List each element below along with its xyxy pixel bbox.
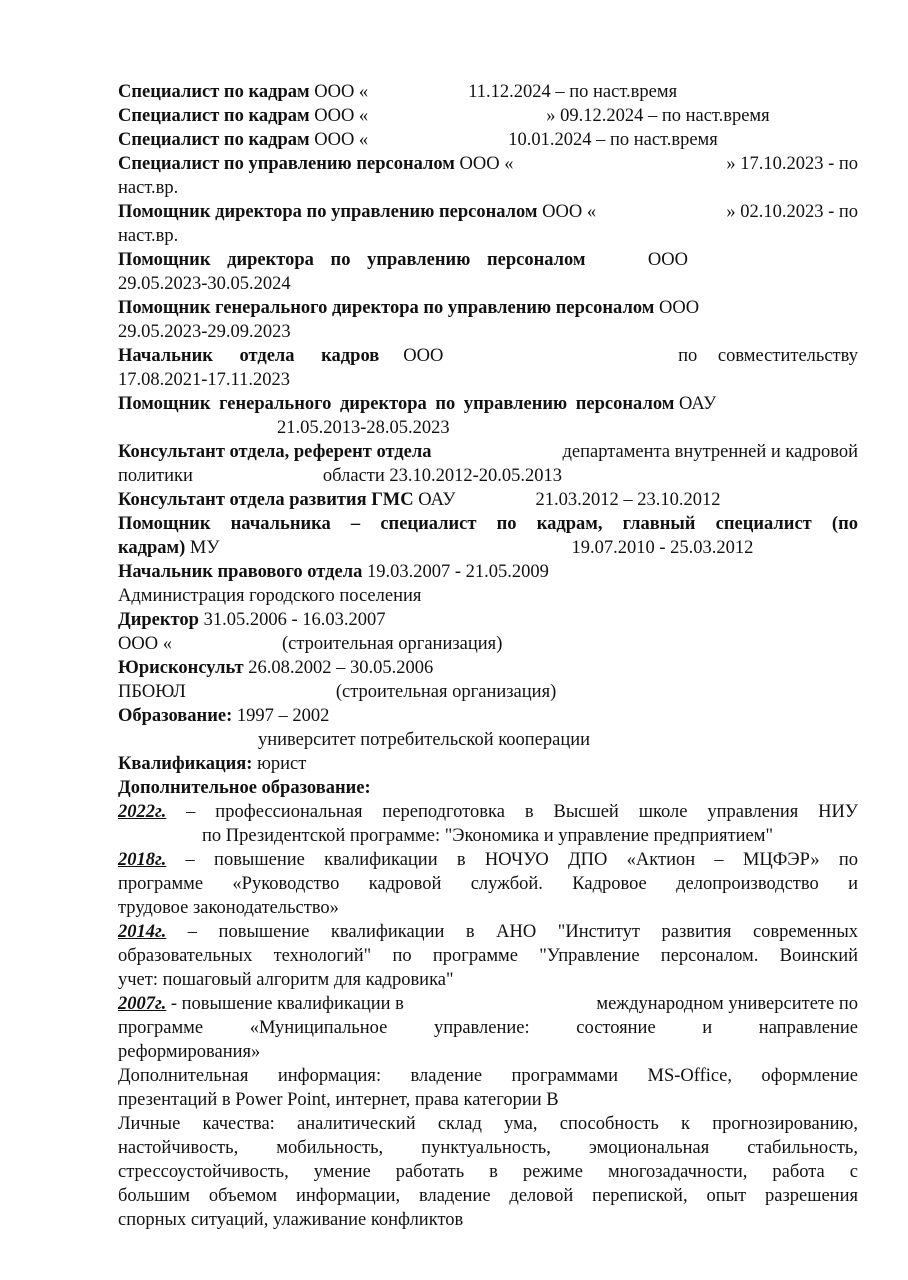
- job-entry: [118, 248, 688, 272]
- course-text-cont: учет: пошаговый алгоритм для кадровика": [118, 970, 454, 990]
- course-text-cont: программе «Руководство кадровой службой. Кадровое делопроизводство и: [118, 874, 858, 894]
- job-dates: 21.05.2013-28.05.2023: [277, 418, 450, 438]
- job-title: Помощник директора по управлению персоналом: [118, 202, 538, 222]
- job-entry: [118, 104, 858, 128]
- job-org: ОАУ: [418, 490, 456, 510]
- course-text-cont: программе «Муниципальное управление: состояние и направление: [118, 1018, 858, 1038]
- job-title: Специалист по кадрам: [118, 82, 310, 102]
- job-title: Специалист по управлению персоналом: [118, 154, 455, 174]
- additional-education-label: Дополнительное образование:: [118, 778, 371, 798]
- course-year: 2014г.: [118, 922, 167, 942]
- additional-info-cont: презентаций в Power Point, интернет, права категории В: [118, 1090, 559, 1110]
- job-title: Специалист по кадрам: [118, 130, 310, 150]
- job-org: ООО: [403, 346, 444, 366]
- job-dates: 11.12.2024 – по наст.время: [468, 82, 678, 102]
- additional-info: Дополнительная информация: владение программами MS-Office, оформление: [118, 1066, 858, 1086]
- job-org-line: [118, 680, 858, 704]
- additional-education-item: [118, 800, 858, 824]
- job-org-type: (строительная организация): [281, 634, 503, 654]
- job-org: ООО «: [314, 106, 369, 126]
- education-label: Образование:: [118, 706, 233, 726]
- personal-qualities: Личные качества: аналитический склад ума, способность к прогнозированию,: [118, 1114, 858, 1134]
- additional-education-heading: [118, 776, 858, 800]
- job-note: по совместительству: [678, 346, 858, 366]
- course-text-cont: реформирования»: [118, 1042, 261, 1062]
- job-org-type: (строительная организация): [335, 682, 557, 702]
- job-dates: » 02.10.2023 - по: [726, 202, 858, 222]
- job-dates: 19.07.2010 - 25.03.2012: [571, 538, 754, 558]
- course-text: - повышение квалификации в: [170, 994, 404, 1014]
- job-dates: 26.08.2002 – 30.05.2006: [248, 658, 434, 678]
- additional-education-item: [118, 992, 858, 1016]
- job-org: ООО «: [542, 202, 597, 222]
- job-org-cont: политики: [118, 466, 193, 486]
- qualification-label: Квалификация:: [118, 754, 253, 774]
- job-entry: [118, 488, 858, 512]
- job-org-line: [118, 632, 858, 656]
- job-dates: 10.01.2024 – по наст.время: [508, 130, 718, 150]
- job-dates: 29.05.2023-29.09.2023: [118, 322, 291, 342]
- job-entry-cont: [118, 464, 858, 488]
- job-entry: [118, 80, 858, 104]
- job-entry: [118, 344, 858, 368]
- job-dates: 21.03.2012 – 23.10.2012: [535, 490, 721, 510]
- qualification-value: юрист: [257, 754, 307, 774]
- job-entry: [118, 560, 858, 584]
- job-dates: » 09.12.2024 – по наст.время: [546, 106, 770, 126]
- job-entry: [118, 296, 858, 320]
- job-org: ООО: [658, 298, 700, 318]
- job-org-region: области: [322, 466, 385, 486]
- job-org: ООО «: [118, 634, 172, 654]
- job-entry: [118, 152, 858, 176]
- job-org: ПБОЮЛ: [118, 682, 186, 702]
- job-title: Помощник директора по управлению персоналом: [118, 250, 586, 270]
- course-text: – повышение квалификации в НОЧУО ДПО «Актион – МЦФЭР» по: [185, 850, 859, 870]
- job-title: Юрисконсульт: [118, 658, 244, 678]
- course-text: – профессиональная переподготовка в Высшей школе управления НИУ: [186, 802, 858, 822]
- job-title: Помощник начальника – специалист по кадрам, главный специалист (по: [118, 514, 858, 534]
- job-dates-cont: наст.вр.: [118, 226, 179, 246]
- course-year: 2018г.: [118, 850, 167, 870]
- job-dates: 19.03.2007 - 21.05.2009: [366, 562, 549, 582]
- course-text-cont: трудовое законодательство»: [118, 898, 339, 918]
- personal-qualities-cont: большим объемом информации, владение деловой перепиской, опыт разрешения: [118, 1186, 858, 1206]
- course-text: международном университете по: [596, 994, 858, 1014]
- job-org: департамента внутренней и кадровой: [562, 442, 858, 462]
- job-entry: [118, 392, 858, 416]
- job-entry: [118, 512, 858, 536]
- job-dates-cont: наст.вр.: [118, 178, 179, 198]
- job-title: Консультант отдела развития ГМС: [118, 490, 414, 510]
- job-dates: » 17.10.2023 - по: [726, 154, 858, 174]
- course-text-cont: образовательных технологий" по программе "Управление персоналом. Воинский: [118, 946, 858, 966]
- job-org: ООО: [647, 250, 688, 270]
- job-title: Помощник генерального директора по управлению персоналом: [118, 394, 675, 414]
- job-title: Начальник отдела кадров: [118, 346, 380, 366]
- course-text-cont: по Президентской программе: "Экономика и управление предприятием": [202, 826, 774, 846]
- job-dates: 17.08.2021-17.11.2023: [118, 370, 290, 390]
- job-dates: 23.10.2012-20.05.2013: [389, 466, 563, 486]
- job-title: Специалист по кадрам: [118, 106, 310, 126]
- job-entry: [118, 128, 858, 152]
- job-org: Администрация городского поселения: [118, 586, 422, 606]
- job-title: Помощник генерального директора по управлению персоналом: [118, 298, 655, 318]
- job-entry: [118, 200, 858, 224]
- job-entry: [118, 656, 858, 680]
- education-years: 1997 – 2002: [236, 706, 330, 726]
- job-entry: [118, 440, 858, 464]
- job-org: ОАУ: [678, 394, 717, 414]
- job-dates: 29.05.2023-30.05.2024: [118, 274, 291, 294]
- qualification-entry: [118, 752, 858, 776]
- job-title-cont: кадрам): [118, 538, 186, 558]
- course-year: 2007г.: [118, 994, 167, 1014]
- personal-qualities-cont: настойчивость, мобильность, пунктуальность, эмоциональная стабильность,: [118, 1138, 858, 1158]
- job-org: ООО «: [459, 154, 514, 174]
- personal-qualities-cont: спорных ситуаций, улаживание конфликтов: [118, 1210, 464, 1230]
- job-title: Консультант отдела, референт отдела: [118, 442, 432, 462]
- job-dates: 31.05.2006 - 16.03.2007: [203, 610, 386, 630]
- education-institution: университет потребительской кооперации: [258, 730, 591, 750]
- job-title: Начальник правового отдела: [118, 562, 363, 582]
- additional-education-item: [118, 848, 858, 872]
- additional-education-item: [118, 920, 858, 944]
- course-text: – повышение квалификации в АНО "Институт развития современных: [187, 922, 859, 942]
- job-org: ООО «: [314, 82, 369, 102]
- course-year: 2022г.: [118, 802, 167, 822]
- personal-qualities-cont: стрессоустойчивость, умение работать в режиме многозадачности, работа с: [118, 1162, 858, 1182]
- education-entry: [118, 704, 858, 728]
- job-title: Директор: [118, 610, 199, 630]
- job-org: МУ: [189, 538, 220, 558]
- job-entry-cont: [118, 536, 858, 560]
- job-org: ООО «: [314, 130, 369, 150]
- job-entry: [118, 608, 858, 632]
